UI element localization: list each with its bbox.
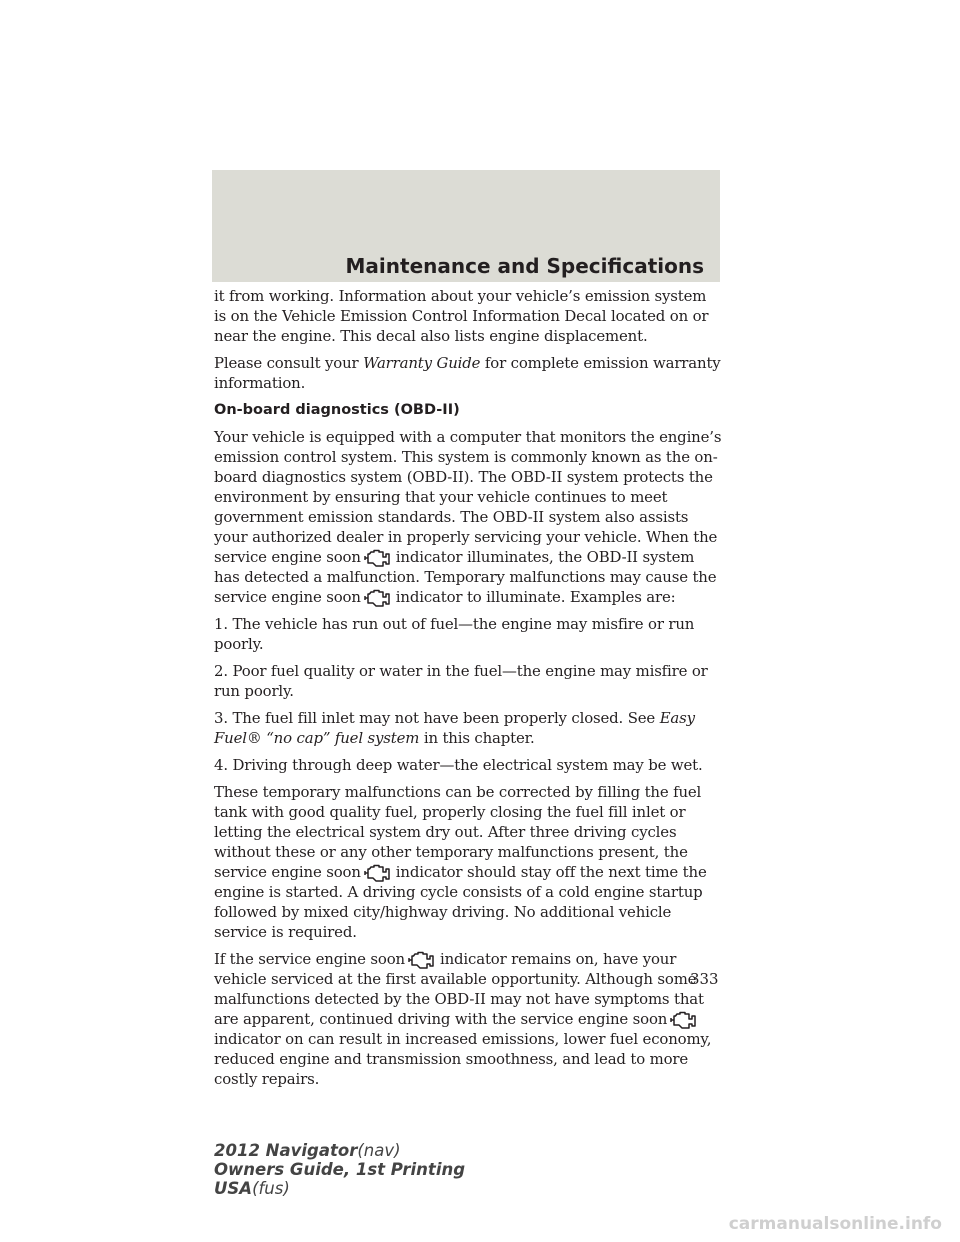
check-engine-icon [407, 951, 435, 969]
list-item: 3. The fuel fill inlet may not have been properly closed. See Easy Fuel® “no cap” fuel system in this chapter. [214, 709, 695, 747]
footer-line-market: USA(fus) [214, 1179, 290, 1198]
paragraph-emission-decal: it from working. Information about your vehicle’s emission system is on the Vehicle Emission Control Information Decal located on or near the engine. This decal also lists engine displacement. [214, 287, 709, 345]
page-number: 333 [690, 970, 719, 988]
warranty-guide-reference: Warranty Guide [363, 354, 481, 372]
document-footer [214, 1141, 465, 1198]
page-content [214, 286, 722, 1096]
paragraph-obd-description: Your vehicle is equipped with a computer that monitors the engine’s emission control system. This system is commonly known as the on-board diagnostics system (OBD-II). The OBD-II system protects the environment by ensuring that your vehicle continues to meet government emission standards. The OBD-II system also assists your authorized dealer in properly servicing your vehicle. When the service engine soon indicator illuminates, the OBD-II system has detected a malfunction. Temporary malfunctions may cause the service engine soon indicator to illuminate. Examples are: [214, 428, 722, 606]
check-engine-icon [363, 864, 391, 882]
section-heading-obd: On-board diagnostics (OBD-II) [214, 402, 460, 418]
list-item: 2. Poor fuel quality or water in the fuel—the engine may misfire or run poorly. [214, 662, 708, 700]
section-header-band [212, 170, 720, 282]
paragraph-warranty: Please consult your Warranty Guide for complete emission warranty information. [214, 354, 721, 392]
check-engine-icon [363, 549, 391, 567]
footer-line-edition: Owners Guide, 1st Printing [214, 1160, 466, 1179]
watermark: carmanualsonline.info [728, 1214, 942, 1234]
footer-line-model: 2012 Navigator(nav) [214, 1141, 401, 1160]
list-item: 1. The vehicle has run out of fuel—the engine may misfire or run poorly. [214, 615, 695, 653]
section-title: Maintenance and Specifications [345, 254, 704, 278]
check-engine-icon [363, 589, 391, 607]
paragraph-indicator-remains-on: If the service engine soon indicator remains on, have your vehicle serviced at the first available opportunity. Although some malfunctions detected by the OBD-II may not have symptoms that are apparent, continued driving with the service engine soon indicator on can result in increased emissions, lower fuel economy, reduced engine and transmission smoothness, and lead to more costly repairs. [214, 950, 712, 1088]
list-item: 4. Driving through deep water—the electrical system may be wet. [214, 756, 703, 774]
paragraph-temporary-malfunctions: These temporary malfunctions can be corrected by filling the fuel tank with good quality fuel, properly closing the fuel fill inlet or letting the electrical system dry out. After three driving cycles without these or any other temporary malfunctions present, the service engine soon indicator should stay off the next time the engine is started. A driving cycle consists of a cold engine startup followed by mixed city/highway driving. No additional vehicle service is required. [214, 783, 707, 941]
check-engine-icon [669, 1011, 697, 1029]
easy-fuel-reference: Easy Fuel® “no cap” fuel system [214, 709, 695, 747]
